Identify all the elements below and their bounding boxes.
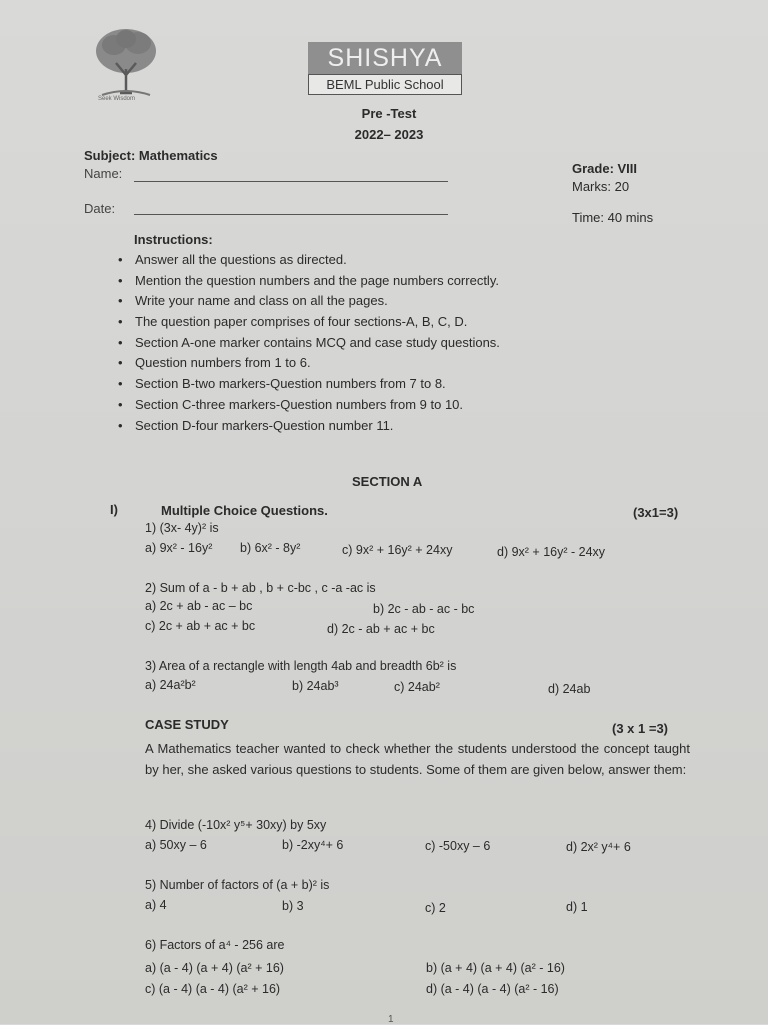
q2-option-d: d) 2c - ab + ac + bc	[327, 622, 435, 636]
brand-subtitle: BEML Public School	[308, 74, 462, 95]
q4-option-c: c) -50xy – 6	[425, 839, 491, 853]
q2-option-b: b) 2c - ab - ac - bc	[373, 602, 475, 616]
q2-option-c: c) 2c + ab + ac + bc	[145, 619, 256, 633]
logo-caption: Seek Wisdom	[98, 96, 136, 102]
q1-option-c: c) 9x² + 16y² + 24xy	[342, 543, 453, 557]
q5-option-d: d) 1	[566, 900, 588, 914]
date-field-line	[134, 214, 448, 215]
school-brand	[308, 42, 462, 95]
q6-option-b: b) (a + 4) (a + 4) (a² - 16)	[426, 961, 565, 975]
instruction-item: • Section D-four markers-Question number 11.	[118, 416, 500, 437]
name-field-line	[134, 181, 448, 182]
instruction-item: • Answer all the questions as directed.	[118, 250, 500, 271]
instruction-item: • Section B-two markers-Question numbers from 7 to 8.	[118, 374, 500, 395]
instructions-list	[118, 250, 500, 436]
instructions-heading: Instructions:	[134, 232, 213, 247]
question-3: 3) Area of a rectangle with length 4ab and breadth 6b² is	[145, 659, 457, 673]
q6-option-c: c) (a - 4) (a - 4) (a² + 16)	[145, 982, 281, 996]
mcq-marks: (3x1=3)	[633, 505, 679, 520]
q2-option-a: a) 2c + ab - ac – bc	[145, 599, 253, 613]
instruction-item: • The question paper comprises of four sections-A, B, C, D.	[118, 312, 500, 333]
question-4: 4) Divide (-10x² y⁵+ 30xy) by 5xy	[145, 818, 327, 832]
instruction-item: • Section C-three markers-Question numbers from 9 to 10.	[118, 395, 500, 416]
subject-label: Subject: Mathematics	[84, 148, 218, 163]
q5-option-a: a) 4	[145, 898, 167, 912]
question-6: 6) Factors of a⁴ - 256 are	[145, 938, 285, 952]
q3-option-d: d) 24ab	[548, 682, 591, 696]
name-label: Name:	[84, 166, 123, 181]
q5-option-c: c) 2	[425, 901, 446, 915]
date-label: Date:	[84, 201, 116, 216]
test-name: Pre -Test	[361, 106, 417, 121]
question-2: 2) Sum of a - b + ab , b + c-bc , c -a -ac is	[145, 581, 376, 595]
q1-option-b: b) 6x² - 8y²	[240, 541, 301, 555]
q1-option-a: a) 9x² - 16y²	[145, 541, 213, 555]
q3-option-c: c) 24ab²	[394, 680, 440, 694]
q1-option-d: d) 9x² + 16y² - 24xy	[497, 545, 606, 559]
marks-label: Marks: 20	[572, 179, 630, 194]
section-title: SECTION A	[352, 474, 423, 489]
part-number: I)	[110, 502, 118, 517]
case-study-text: A Mathematics teacher wanted to check whether the students understood the concept taught by her, she asked various questions to students. Some of them are given below, answer them:	[145, 741, 690, 777]
q6-option-a: a) (a - 4) (a + 4) (a² + 16)	[145, 961, 284, 975]
instruction-item: • Write your name and class on all the pages.	[118, 291, 500, 312]
mcq-heading: Multiple Choice Questions.	[161, 503, 328, 518]
q3-option-a: a) 24a²b²	[145, 678, 196, 692]
q3-option-b: b) 24ab³	[292, 679, 339, 693]
q4-option-d: d) 2x² y⁴+ 6	[566, 840, 631, 854]
instruction-item: • Question numbers from 1 to 6.	[118, 353, 500, 374]
q4-option-a: a) 50xy – 6	[145, 838, 207, 852]
q5-option-b: b) 3	[282, 899, 304, 913]
question-5: 5) Number of factors of (a + b)² is	[145, 878, 330, 892]
page-number: 1	[388, 1014, 394, 1025]
time-label: Time: 40 mins	[572, 210, 654, 225]
case-study-heading: CASE STUDY	[145, 717, 229, 732]
instruction-item: • Section A-one marker contains MCQ and case study questions.	[118, 333, 500, 354]
instruction-item: • Mention the question numbers and the page numbers correctly.	[118, 271, 500, 292]
school-logo	[90, 25, 162, 103]
q6-option-d: d) (a - 4) (a - 4) (a² - 16)	[426, 982, 559, 996]
question-1: 1) (3x- 4y)² is	[145, 521, 219, 535]
grade-label: Grade: VIII	[572, 161, 638, 176]
case-study-marks: (3 x 1 =3)	[612, 721, 669, 736]
academic-year: 2022– 2023	[354, 127, 424, 142]
q4-option-b: b) -2xy⁴+ 6	[282, 838, 344, 852]
brand-title: SHISHYA	[308, 42, 462, 74]
